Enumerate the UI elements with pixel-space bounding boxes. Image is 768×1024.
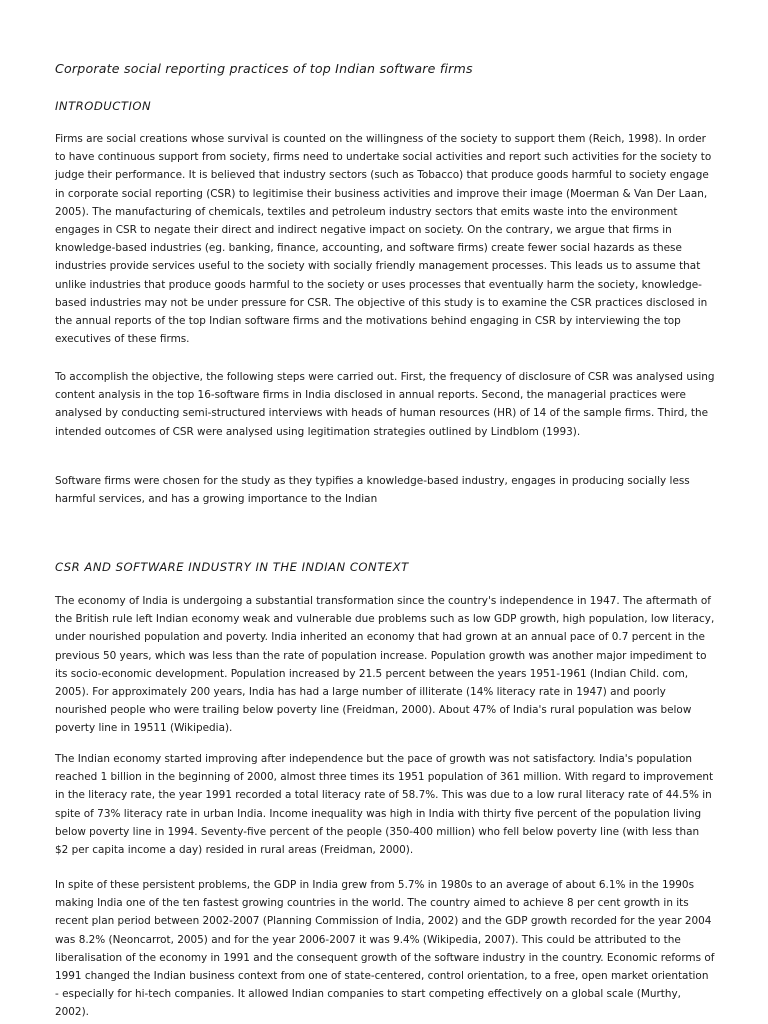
section-heading-csr-indian-context: CSR AND SOFTWARE INDUSTRY IN THE INDIAN CONTEXT: [55, 560, 409, 574]
section-heading-introduction: INTRODUCTION: [55, 99, 152, 113]
paragraph: Software firms were chosen for the study as they typifies a knowledge-based industry, engages in producing socially less harmful services, and has a growing importance to the Indian: [55, 475, 690, 506]
paragraph: To accomplish the objective, the following steps were carried out. First, the frequency of disclosure of CSR was analysed using content analysis in the top 16-software firms in India disclosed in annual reports. Second, the managerial practices were analysed by conducting semi-structured interviews with heads of human resources (HR) of 14 of the sample firms. Third, the intended outcomes of CSR were analysed using legitimation strategies outlined by Lindblom (1993).: [55, 371, 715, 438]
paragraph: In spite of these persistent problems, the GDP in India grew from 5.7% in 1980s to an average of about 6.1% in the 1990s making India one of the ten fastest growing countries in the world. The country aimed to achieve 8 per cent growth in its recent plan period between 2002-2007 (Planning Commission of India, 2002) and the GDP growth recorded for the year 2004 was 8.2% (Neoncarrot, 2005) and for the year 2006-2007 it was 9.4% (Wikipedia, 2007). This could be attributed to the liberalisation of the economy in 1991 and the consequent growth of the software industry in the country. Economic reforms of 1991 changed the Indian business context from one of state-centered, control orientation, to a free, open market orientation - especially for hi-tech companies. It allowed Indian companies to start competing effectively on a global scale (Murthy, 2002).: [55, 879, 715, 1019]
paragraph: Firms are social creations whose survival is counted on the willingness of the society to support them (Reich, 1998). In order to have continuous support from society, firms need to undertake social activities and report such activities for the society to judge their performance. It is believed that industry sectors (such as Tobacco) that produce goods harmful to society engage in corporate social reporting (CSR) to legitimise their business activities and improve their image (Moerman & Van Der Laan, 2005). The manufacturing of chemicals, textiles and petroleum industry sectors that emits waste into the environment engages in CSR to negate their direct and indirect negative impact on society. On the contrary, we argue that firms in knowledge-based industries (eg. banking, finance, accounting, and software firms) create fewer social hazards as these industries provide services useful to the society with socially friendly management processes. This leads us to assume that unlike industries that produce goods harmful to the society or uses processes that eventually harm the society, knowledge-based industries may not be under pressure for CSR. The objective of this study is to examine the CSR practices disclosed in the annual reports of the top Indian software firms and the motivations behind engaging in CSR by interviewing the top executives of these firms.: [55, 133, 712, 346]
paragraph: The Indian economy started improving after independence but the pace of growth was not satisfactory. India's population reached 1 billion in the beginning of 2000, almost three times its 1951 population of 361 million. With regard to improvement in the literacy rate, the year 1991 recorded a total literacy rate of 58.7%. This was due to a low rural literacy rate of 44.5% in spite of 73% literacy rate in urban India. Income inequality was high in India with thirty five percent of the population living below poverty line in 1994. Seventy-five percent of the people (350-400 million) who fell below poverty line (with less than $2 per capita income a day) resided in rural areas (Freidman, 2000).: [55, 753, 714, 857]
document-title: Corporate social reporting practices of top Indian software firms: [55, 61, 473, 76]
paragraph: The economy of India is undergoing a substantial transformation since the country's independence in 1947. The aftermath of the British rule left Indian economy weak and vulnerable due problems such as low GDP growth, high population, low literacy, under nourished population and poverty. India inherited an economy that had grown at an annual pace of 0.7 percent in the previous 50 years, which was less than the rate of population increase. Population growth was another major impediment to its socio-economic development. Population increased by 21.5 percent between the years 1951-1961 (Indian Child. com, 2005). For approximately 200 years, India has had a large number of illiterate (14% literacy rate in 1947) and poorly nourished people who were trailing below poverty line (Freidman, 2000). About 47% of India's rural population was below poverty line in 19511 (Wikipedia).: [55, 595, 715, 735]
